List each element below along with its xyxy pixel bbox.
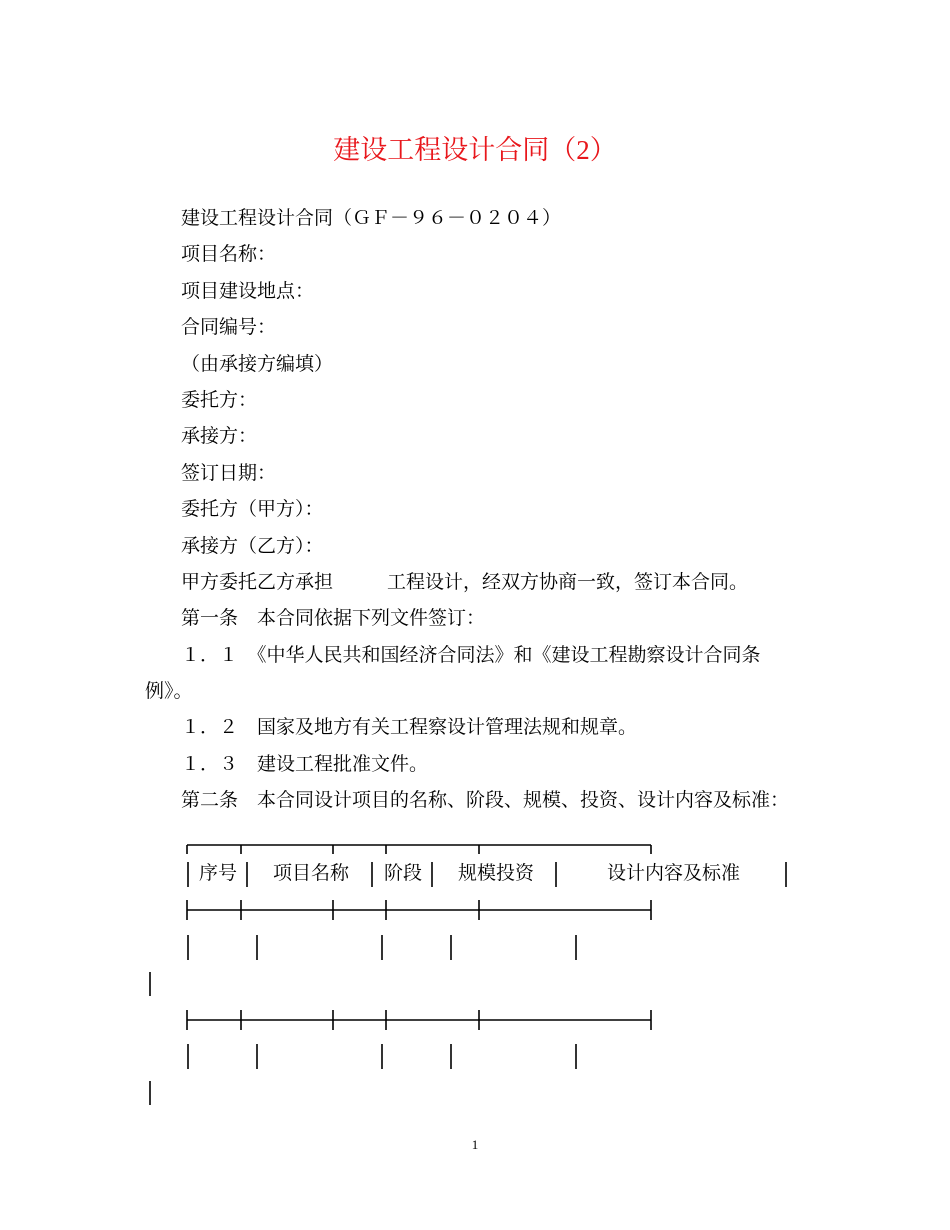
commission-line — [0, 565, 950, 601]
field-signing-date: 签订日期： — [181, 462, 277, 484]
article-1-item-2: １．２ 国家及地方有关工程察设计管理法规和规章。 — [181, 717, 638, 739]
page-number: 1 — [471, 1137, 479, 1152]
document-body — [0, 201, 950, 820]
article-1-heading: 第一条 本合同依据下列文件签订： — [181, 608, 486, 630]
table-header-serial: 序号 — [199, 863, 238, 884]
field-project-name: 项目名称： — [181, 244, 277, 266]
commission-before-blank: 甲方委托乙方承担 — [181, 571, 334, 593]
field-contract-number-note: （由承接方编填） — [181, 353, 334, 375]
field-client: 委托方： — [181, 389, 258, 411]
table-header-scale-investment: 规模投资 — [458, 863, 535, 884]
table-header-design-content: 设计内容及标准 — [607, 863, 741, 884]
article-1-item-1-continuation: 例》。 — [145, 681, 193, 703]
field-project-location: 项目建设地点： — [181, 280, 315, 302]
table-header-stage: 阶段 — [384, 863, 423, 884]
commission-after-blank: 工程设计，经双方协商一致，签订本合同。 — [387, 571, 749, 593]
table-header-project-name: 项目名称 — [273, 863, 350, 884]
field-party-a: 委托方（甲方）： — [181, 499, 324, 521]
article-1-item-3: １．３ 建设工程批准文件。 — [181, 753, 429, 775]
article-1-item-1: １．１ 《中华人民共和国经济合同法》和《建设工程勘察设计合同条 — [181, 644, 761, 666]
field-contractor: 承接方： — [181, 426, 258, 448]
document-title: 建设工程设计合同（2） — [333, 135, 617, 165]
field-party-b: 承接方（乙方）： — [181, 535, 324, 557]
article-2-heading: 第二条 本合同设计项目的名称、阶段、规模、投资、设计内容及标准： — [181, 790, 790, 812]
contract-code-line: 建设工程设计合同（ＧＦ－９６－０２０４） — [181, 208, 562, 229]
field-contract-number: 合同编号： — [181, 317, 277, 339]
